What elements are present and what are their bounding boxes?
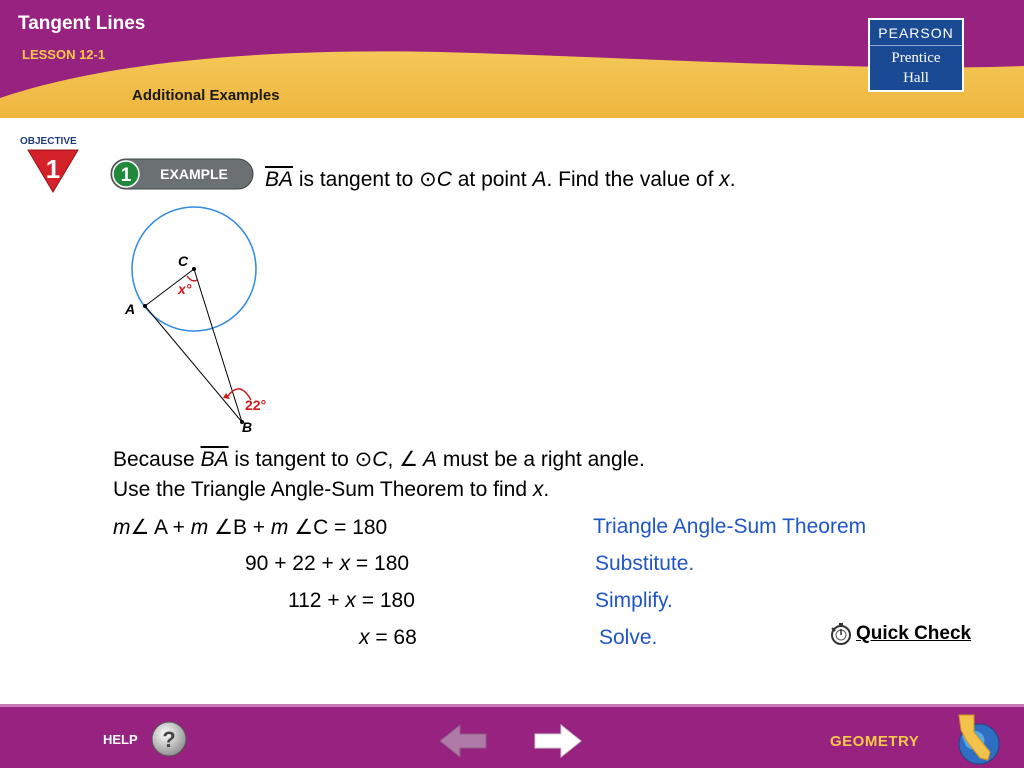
example-label: EXAMPLE <box>160 166 228 182</box>
angle-symbol: ∠ <box>288 516 314 539</box>
label-a: A <box>125 301 136 317</box>
prompt-text: . <box>729 168 736 191</box>
step-equation-2 <box>245 552 409 576</box>
text: = 180 <box>355 589 415 612</box>
text: 112 + <box>288 589 346 612</box>
step-reason-1: Triangle Angle-Sum Theorem <box>593 515 867 538</box>
step-equation-3 <box>288 589 415 613</box>
tangent-ba <box>145 306 242 422</box>
logo-text-prentice: Prentice <box>891 50 941 66</box>
objective-triangle-icon <box>26 148 80 194</box>
next-arrow-button[interactable] <box>533 722 583 760</box>
text: m <box>113 516 131 539</box>
variable-x: x <box>359 626 370 649</box>
left-arrow-icon <box>440 725 486 757</box>
label-angle-x: x° <box>178 281 192 297</box>
text: , <box>387 448 400 471</box>
tangent-diagram <box>110 200 290 440</box>
quick-check-label: Quick Check <box>856 623 972 644</box>
text: = 180 <box>350 552 410 575</box>
lesson-title: Tangent Lines <box>18 13 146 34</box>
prompt-text: is tangent to <box>293 168 420 191</box>
text: A + <box>149 516 191 539</box>
prompt-text: . Find the value of <box>546 168 720 191</box>
segment-ba: $\overline{BA}$ <box>200 448 229 471</box>
text: m <box>270 516 289 539</box>
stopwatch-icon <box>829 622 853 646</box>
label-angle-22: 22° <box>245 397 267 413</box>
label-b: B <box>242 419 253 435</box>
point-a-dot <box>143 304 147 308</box>
angle-symbol: ∠ <box>130 516 150 539</box>
objective-label: OBJECTIVE <box>20 136 77 147</box>
back-arrow-button[interactable] <box>438 722 488 760</box>
text: C <box>313 516 329 539</box>
quick-check-link[interactable] <box>829 622 971 646</box>
label-c: C <box>178 253 189 269</box>
variable-x: x <box>532 478 544 501</box>
variable-x: x <box>719 168 730 191</box>
point-a: A <box>417 448 438 471</box>
text: must be a right angle. <box>437 448 645 471</box>
right-arrow-icon <box>535 725 581 757</box>
angle-symbol: ∠ <box>208 516 233 539</box>
step-reason-4: Solve. <box>599 626 658 649</box>
point-a: A <box>532 168 547 191</box>
explanation-line-2 <box>113 478 549 502</box>
step-reason-2: Substitute. <box>595 552 695 575</box>
text: B + <box>232 516 271 539</box>
logo-text-hall: Hall <box>903 70 929 86</box>
section-subtitle: Additional Examples <box>132 87 280 104</box>
step-reason-3: Simplify. <box>595 589 673 612</box>
text: = 68 <box>369 626 417 649</box>
point-c-dot <box>192 267 196 271</box>
text: Use the Triangle Angle-Sum Theorem to find <box>113 478 533 501</box>
variable-x: x <box>345 589 356 612</box>
circle-symbol: ⊙ <box>419 168 437 191</box>
text: Because <box>113 448 201 471</box>
point-c: C <box>436 168 452 191</box>
step-equation-1 <box>113 515 387 540</box>
help-label[interactable]: HELP <box>103 732 138 747</box>
segment-ba: $\overline{BA}$ <box>265 168 294 191</box>
example-number: 1 <box>120 165 132 186</box>
angle-symbol: ∠ <box>399 448 418 471</box>
logo-text-pearson: PEARSON <box>870 25 962 46</box>
question-mark-icon: ? <box>162 727 176 752</box>
point-c: C <box>372 448 388 471</box>
example-badge <box>110 158 254 190</box>
text: is tangent to <box>228 448 355 471</box>
objective-number: 1 <box>45 154 61 184</box>
subject-label: GEOMETRY <box>830 733 920 750</box>
variable-x: x <box>339 552 351 575</box>
header-banner <box>0 0 1024 118</box>
step-equation-4 <box>359 626 417 650</box>
circle-symbol: ⊙ <box>354 448 373 471</box>
state-globe-icon <box>952 712 1002 766</box>
text: = 180 <box>328 516 388 539</box>
text: m <box>190 516 209 539</box>
text: 90 + 22 + <box>245 552 340 575</box>
segment-cb <box>194 269 242 422</box>
example-prompt <box>265 167 736 192</box>
lesson-number: LESSON 12-1 <box>22 47 106 62</box>
help-button[interactable] <box>150 720 188 758</box>
explanation-line-1 <box>113 447 645 472</box>
text: . <box>543 478 550 501</box>
prompt-text: at point <box>451 168 533 191</box>
publisher-logo <box>868 18 964 92</box>
